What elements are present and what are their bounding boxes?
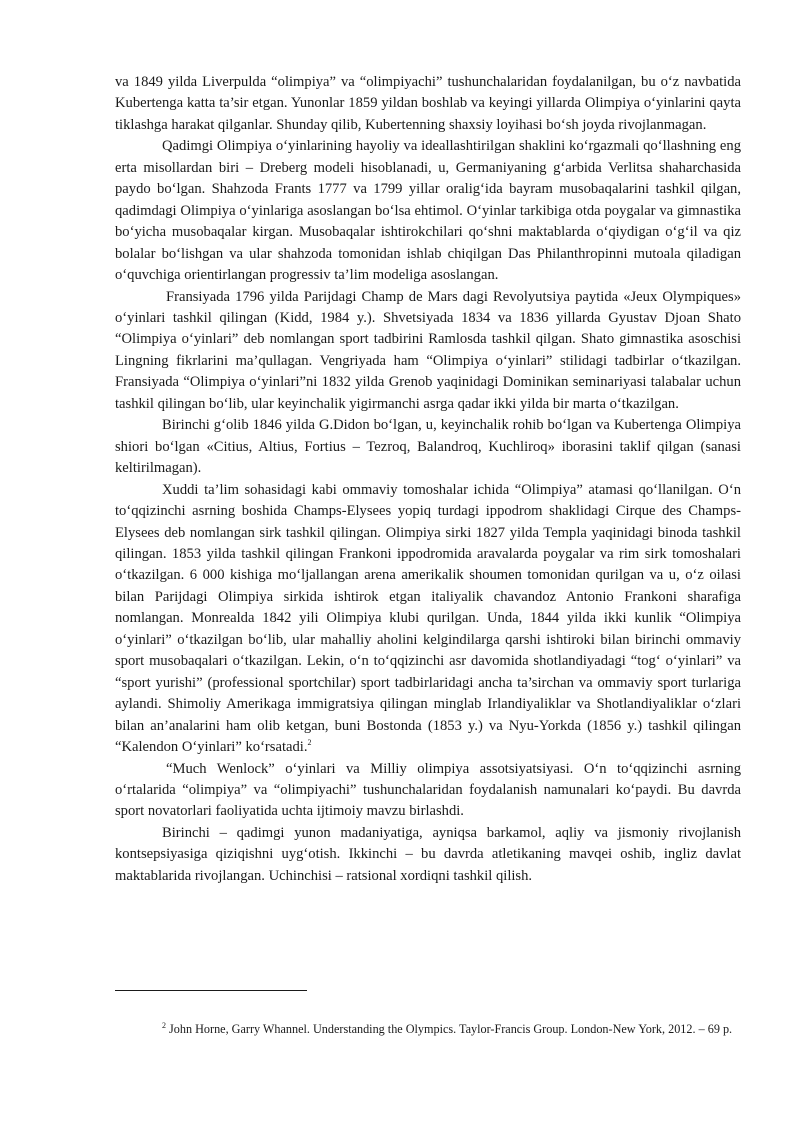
footnote-text: John Horne, Garry Whannel. Understanding the Olympics. Taylor-Francis Group. London-New York, 2012. – 69 p. — [169, 1022, 733, 1036]
paragraph-1: va 1849 yilda Liverpulda “olimpiya” va “olimpiyachi” tushunchalaridan foydalanilgan, bu o‘z navbatida Kubertenga katta ta’sir etgan. Yunonlar 1859 yildan boshlab va keyingi yillarda Olimpiya o‘yinlarini qayta tiklashga harakat qilganlar. Shunday qilib, Kubertenning shaxsiy loyihasi bo‘sh joyda rivojlanmagan. — [115, 74, 741, 133]
footnote-reference: 2 — [307, 738, 312, 748]
footnote-number: 2 — [162, 1020, 166, 1030]
paragraph-7: Birinchi – qadimgi yunon madaniyatiga, ayniqsa barkamol, aqliy va jismoniy rivojlanish kontsepsiyasiga qiziqishni uyg‘otish. Ikkinchi – bu davrda atletikaning mavqei oshib, ingliz davlat maktablarida rivojlangan. Uchinchisi – ratsional xordiqni tashkil qilish. — [115, 824, 741, 884]
paragraph-5 — [115, 480, 741, 759]
paragraph-6: “Much Wenlock” o‘yinlari va Milliy olimpiya assotsiyatsiyasi. O‘n to‘qqizinchi asrning o‘rtalarida “olimpiya” va “olimpiyachi” tushunchalaridan foydalanish namunalari ko‘paydi. Bu davrda sport novatorlari faoliyatida uchta ijtimoiy mavzu birlashdi. — [115, 760, 741, 820]
paragraph-4: Birinchi g‘olib 1846 yilda G.Didon bo‘lgan, u, keyinchalik rohib bo‘lgan va Kubertenga Olimpiya shiori bo‘lgan «Citius, Altius, Fortius – Tezroq, Balandroq, Kuchliroq» iborasini taklif qilgan (sanasi keltirilmagan). — [115, 417, 741, 477]
paragraph-5-text: Xuddi ta’lim sohasidagi kabi ommaviy tomoshalar ichida “Olimpiya” atamasi qo‘llanilgan. O‘n to‘qqizinchi asrning boshida Champs-Elysees yopiq turdagi ippodrom shaklidagi Cirque des Champs-Elysees deb nomlangan sirk tashkil qilingan. Olimpiya sirki 1827 yilda Templa yaqinidagi binoda tashkil qilingan. 1853 yilda tashkil qilingan Frankoni ippodromida aravalarda poygalar va rim sirk tomoshalari o‘tkazilgan. 6 000 kishiga mo‘ljallangan arena amerikalik shoumen tomonidan qurilgan va u, o‘z oilasi bilan Parijdagi Olimpiya sirkida ishtirok etgan italiyalik chavandoz Antonio Frankoni sharafiga nomlangan. Monrealda 1842 yili Olimpiya klubi qurilgan. Unda, 1844 yilda ikki kunlik “Olimpiya o‘yinlari” o‘tkazilgan bo‘lib, ular mahalliy aholini kelgindilarga qarshi ishtiroki bilan birinchi ommaviy sport musobaqalari o‘tkazilgan. Lekin, o‘n to‘qqizinchi asr davomida shotlandiyadagi “tog‘ o‘yinlari” va “sport yurishi” (professional sportchilar) sport tadbirlaridagi ancha ta’sirchan va ommaviy sport turlariga aylandi. Shimoliy Amerikaga immigratsiya qilingan minglab Irlandiyaliklar va Shotlandiyaliklar o‘zlari bilan an’analarini ham olib ketgan, buni Bostonda (1853 y.) va Nyu-Yorkda (1856 y.) tashkil qilingan “Kalendon O‘yinlari” ko‘rsatadi. — [115, 481, 741, 756]
paragraph-3: Fransiyada 1796 yilda Parijdagi Champ de Mars dagi Revolyutsiya paytida «Jeux Olympiques» o‘yinlari tashkil qilingan (Kidd, 1984 y.). Shvetsiyada 1834 va 1836 yillarda Gyustav Djoan Shato “Olimpiya o‘yinlari” deb nomlangan sport tadbirini Ramlosda tashkil qilgan. Shato gimnastika asoschisi Lingning fikrlarini ma’qullagan. Vengriyada ham “Olimpiya o‘yinlari” stilidagi tadbirlar o‘tkazilgan. Fransiyada “Olimpiya o‘yinlari”ni 1832 yilda Grenob yaqinidagi Dominikan seminariyasi talabalar uchun tashkil qilingan bo‘lib, ular keyinchalik yigirmanchi asrga qadar ikki yilda bir marta o‘tkazilgan. — [115, 288, 741, 412]
footnote-divider — [115, 990, 307, 991]
body-text — [115, 72, 741, 887]
paragraph-2: Qadimgi Olimpiya o‘yinlarining hayoliy va ideallashtirilgan shaklini ko‘rgazmali qo‘llashning eng erta misollardan biri – Dreberg modeli hisoblanadi, u, Germaniyaning g‘arbida Verlitsa shaharchasida paydo bo‘lgan. Shahzoda Frants 1777 va 1799 yillar oralig‘ida bayram musobaqalarini tashkil qilgan, qadimdagi Olimpiya o‘yinlariga asoslangan bo‘lsa ehtimol. O‘yinlar tarkibiga otda poygalar va gimnastika bo‘yicha musobaqalar kirgan. Musobaqalar ishtirokchilari qo‘shni maktablarda o‘qiydigan o‘g‘il va qiz bolalar bo‘lishgan va ular shahzoda tomonidan ishlab chiqilgan Das Philanthropinni mutoala qiladigan o‘quvchiga orientirlangan progressiv ta’lim modeliga asoslangan. — [115, 138, 741, 284]
footnote — [115, 1020, 741, 1039]
